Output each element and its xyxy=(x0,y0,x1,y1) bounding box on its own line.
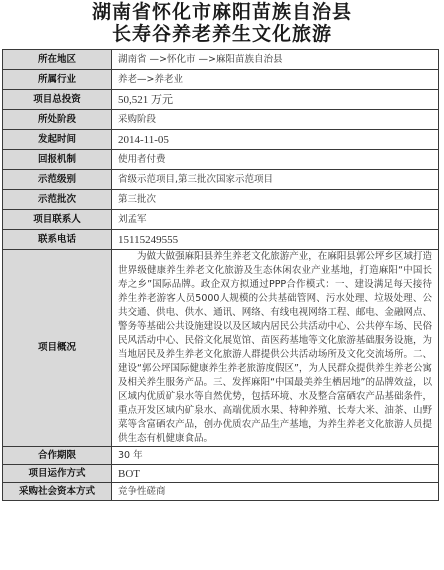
title-line-2: 长寿谷养老养生文化旅游 xyxy=(111,23,332,45)
row-value-demo-level: 省级示范项目,第三批次国家示范项目 xyxy=(112,170,439,190)
row-value-region: 湖南省 —>怀化市 —>麻阳苗族自治县 xyxy=(112,50,439,70)
row-value-operation-mode: BOT xyxy=(112,465,439,483)
row-value-contact: 刘孟军 xyxy=(112,210,439,230)
table-row xyxy=(3,465,439,483)
row-label-term: 合作期限 xyxy=(3,447,112,465)
table-row xyxy=(3,90,439,110)
row-label-operation-mode: 项目运作方式 xyxy=(3,465,112,483)
row-label-overview: 项目概况 xyxy=(3,250,112,447)
row-label-procurement: 采购社会资本方式 xyxy=(3,483,112,501)
document-title xyxy=(0,0,444,46)
table-row xyxy=(3,170,439,190)
table-row xyxy=(3,50,439,70)
table-row xyxy=(3,70,439,90)
row-label-stage: 所处阶段 xyxy=(3,110,112,130)
row-label-contact: 项目联系人 xyxy=(3,210,112,230)
table-row xyxy=(3,210,439,230)
row-label-start-date: 发起时间 xyxy=(3,130,112,150)
row-value-term: 30 年 xyxy=(112,447,439,465)
row-value-industry: 养老—>养老业 xyxy=(112,70,439,90)
table-row xyxy=(3,130,439,150)
table-row xyxy=(3,447,439,465)
row-label-return: 回报机制 xyxy=(3,150,112,170)
project-info-table xyxy=(2,49,439,501)
row-label-phone: 联系电话 xyxy=(3,230,112,250)
row-label-investment: 项目总投资 xyxy=(3,90,112,110)
row-value-start-date: 2014-11-05 xyxy=(112,130,439,150)
table-row xyxy=(3,230,439,250)
row-label-demo-batch: 示范批次 xyxy=(3,190,112,210)
title-line-1: 湖南省怀化市麻阳苗族自治县 xyxy=(91,1,352,23)
row-label-industry: 所属行业 xyxy=(3,70,112,90)
row-value-demo-batch: 第三批次 xyxy=(112,190,439,210)
table-row xyxy=(3,190,439,210)
table-row xyxy=(3,250,439,447)
table-row xyxy=(3,483,439,501)
row-value-procurement: 竞争性磋商 xyxy=(112,483,439,501)
table-row xyxy=(3,110,439,130)
row-value-investment: 50,521 万元 xyxy=(112,90,439,110)
row-value-return: 使用者付费 xyxy=(112,150,439,170)
table-row xyxy=(3,150,439,170)
row-label-region: 所在地区 xyxy=(3,50,112,70)
row-value-stage: 采购阶段 xyxy=(112,110,439,130)
project-overview-text: 为做大做强麻阳县养生养老文化旅游产业，在麻阳县郭公坪乡区域打造世界级健康养生养老文化旅游及生态休闲农业产业基地，打造麻阳“中国长寿之乡”国际品牌。政企双方拟通过PPP合作模式：一、建设满足每天接待养生养老游客人员5000人规模的公共基础管网、污水处理、垃圾处理、公共交通、供电、供水、通讯、网络、有线电视网络工程、邮电、金融网点、警务等基础公共设施建设以及区域内居民公共活动中心、公共停车场、民俗民风活动中心、民俗文化展览馆、苗医药基地等文化旅游基础服务设施，为当地居民及养生养老文化旅游人群提供公共活动场所及文化交流场所。二、建设“郭公坪国际健康养生养老旅游度假区”，为人民群众提供养生养老公寓及相关养生服务产品。三、发挥麻阳“中国最美养生栖居地”的品牌效益，以区域内优质矿泉水等自然优势，包括环境、水及整合富硒农产品基础条件，重点开发区域内矿泉水、高端优质水果、特种养殖、长寿大米、油茶、山野菜等含富硒农产品，创办优质农产品生产基地，为养生养老文化旅游人员提供生态有机健康食品。 xyxy=(112,250,439,447)
row-value-phone: 15115249555 xyxy=(112,230,439,250)
row-label-demo-level: 示范级别 xyxy=(3,170,112,190)
